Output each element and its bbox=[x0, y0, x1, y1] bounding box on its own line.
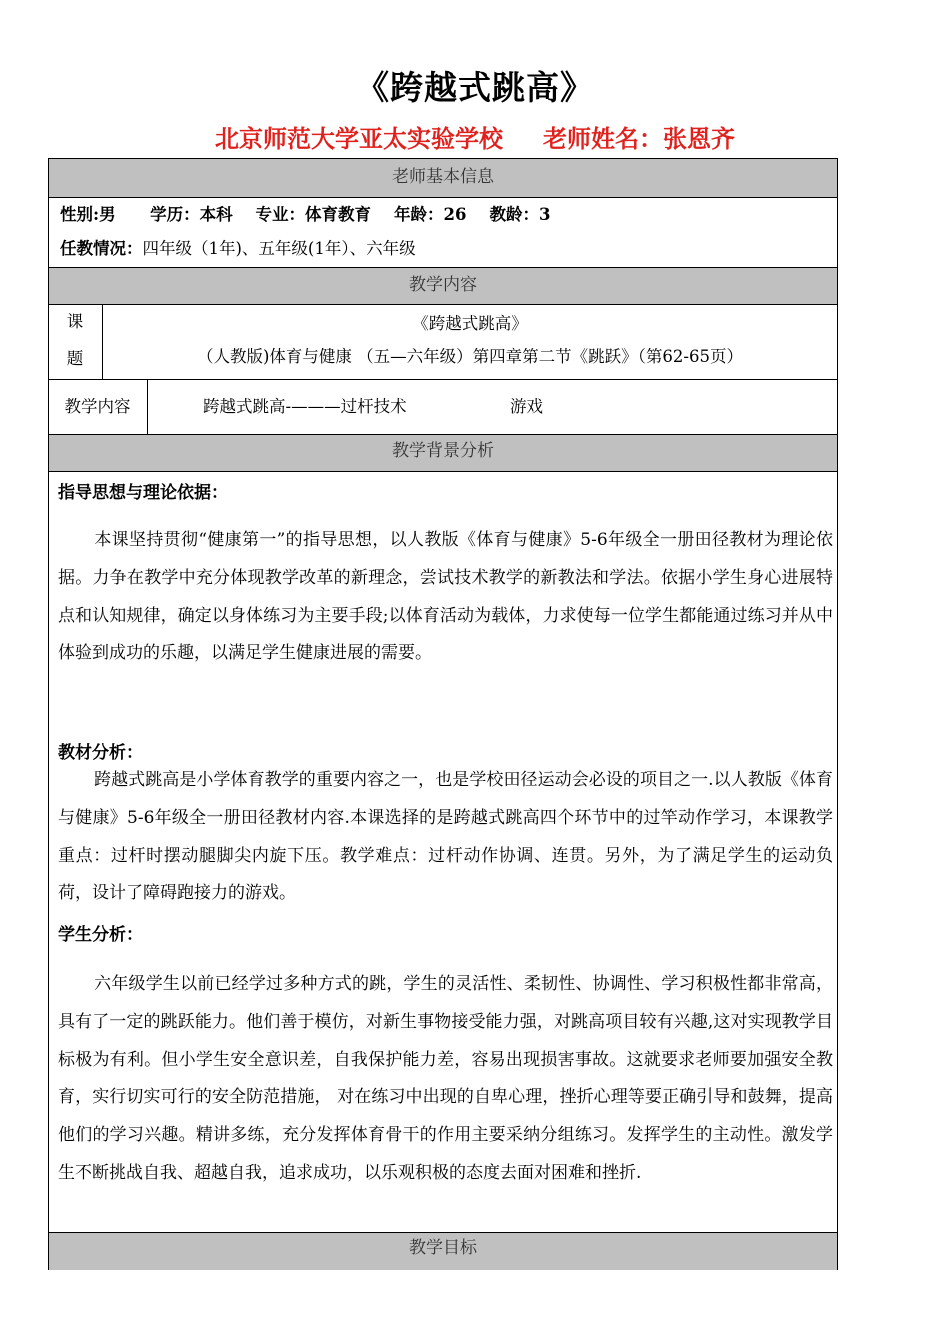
section-header-goals: 教学目标 bbox=[48, 1232, 838, 1270]
teacher-basic-row bbox=[60, 201, 550, 225]
document-subtitle bbox=[0, 119, 950, 154]
grades-label: 任教情况： bbox=[60, 239, 143, 258]
guide-text: 本课坚持贯彻“健康第一”的指导思想，以人教版《体育与健康》5-6年级全一册田径教材为理论依据。力争在教学中充分体现教学改革的新理念，尝试技术教学的新教法和学法。依据小学生身心进展特点和认知规律，确定以身体练习为主要手段;以体育活动为载体，力求使每一位学生都能通过练习并从中体验到成功的乐趣，以满足学生健康进展的需要。 bbox=[58, 530, 833, 664]
student-heading: 学生分析： bbox=[58, 925, 143, 945]
teacher-education: 学历：本科 bbox=[150, 205, 233, 224]
topic-label-1: 课 bbox=[66, 312, 84, 331]
topic-title: 《跨越式跳高》 bbox=[412, 314, 528, 333]
material-paragraph bbox=[58, 762, 833, 913]
content-game: 游戏 bbox=[510, 397, 543, 416]
section-header-background: 教学背景分析 bbox=[48, 434, 838, 472]
guide-heading: 指导思想与理论依据： bbox=[58, 483, 228, 503]
divider bbox=[48, 379, 838, 380]
teacher-age: 年龄：26 bbox=[394, 205, 467, 224]
material-heading: 教材分析： bbox=[58, 743, 143, 763]
topic-label-2: 题 bbox=[66, 349, 84, 368]
grades-value: 四年级（1年)、五年级(1年）、六年级 bbox=[142, 239, 416, 258]
content-column-divider bbox=[147, 379, 148, 435]
teacher-years: 教龄：3 bbox=[489, 205, 551, 224]
teacher-grades-row bbox=[60, 235, 416, 259]
teacher-name: 老师姓名：张恩齐 bbox=[543, 124, 735, 153]
section-header-content: 教学内容 bbox=[48, 267, 838, 305]
topic-source: （人教版)体育与健康 （五—六年级）第四章第二节《跳跃》（第62-65页） bbox=[197, 347, 743, 366]
school-name: 北京师范大学亚太实验学校 bbox=[215, 124, 503, 153]
document-title: 《跨越式跳高》 bbox=[356, 68, 594, 107]
section-header-teacher-info: 老师基本信息 bbox=[48, 158, 838, 198]
teacher-gender: 性别:男 bbox=[60, 205, 116, 224]
student-paragraph bbox=[58, 966, 833, 1193]
student-text: 六年级学生以前已经学过多种方式的跳，学生的灵活性、柔韧性、协调性、学习积极性都非常高，具有了一定的跳跃能力。他们善于模仿，对新生事物接受能力强，对跳高项目较有兴趣,这对实现教学目标极为有利。但小学生安全意识差，自我保护能力差，容易出现损害事故。这就要求老师要加强安全教育，实行切实可行的安全防范措施， 对在练习中出现的自卑心理，挫折心理等要正确引导和鼓舞，提高他们的学习兴趣。精讲多练，充分发挥体育骨干的作用主要采纳分组练习。发挥学生的主动性。激发学生不断挑战自我、超越自我，追求成功，以乐观积极的态度去面对困难和挫折. bbox=[58, 974, 833, 1183]
guide-paragraph bbox=[58, 522, 833, 673]
teacher-major: 专业：体育教育 bbox=[255, 205, 372, 224]
content-main: 跨越式跳高-———过杆技术 bbox=[203, 397, 407, 416]
content-label: 教学内容 bbox=[64, 397, 131, 416]
material-text: 跨越式跳高是小学体育教学的重要内容之一，也是学校田径运动会必设的项目之一.以人教版《体育与健康》5-6年级全一册田径教材内容.本课选择的是跨越式跳高四个环节中的过竿动作学习，本课教学重点：过杆时摆动腿脚尖内旋下压。教学难点：过杆动作协调、连贯。另外，为了满足学生的运动负荷，设计了障碍跑接力的游戏。 bbox=[58, 770, 833, 904]
